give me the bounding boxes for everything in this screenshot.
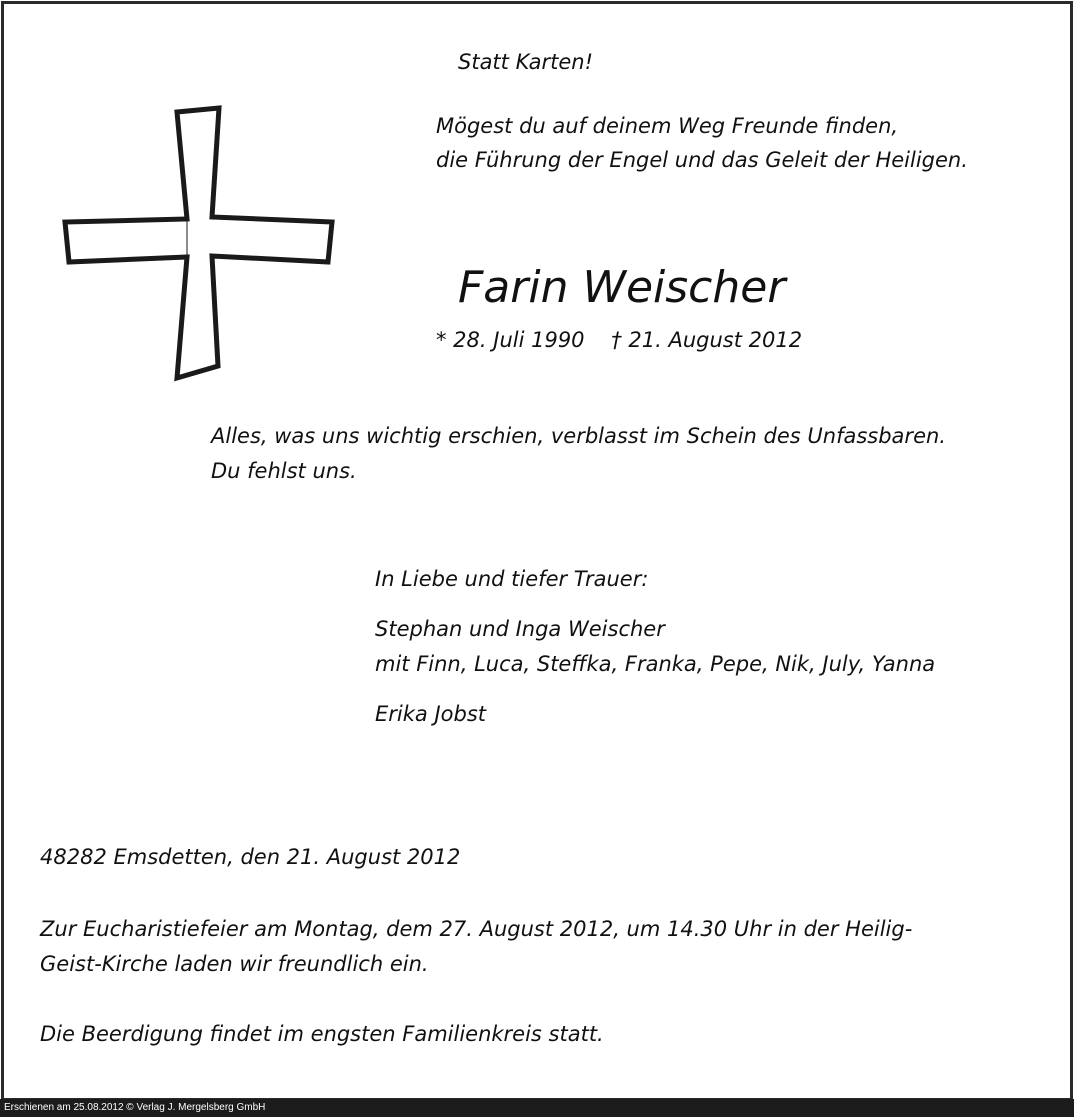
cross-icon (60, 104, 340, 384)
burial-note: Die Beerdigung findet im engsten Familienkreis statt. (40, 1022, 604, 1046)
deceased-name: Farin Weischer (458, 262, 786, 313)
verse-line-1: Mögest du auf deinem Weg Freunde finden, (436, 114, 899, 138)
family-1-line-2: mit Finn, Luca, Steffka, Franka, Pepe, Nik, July, Yanna (375, 652, 936, 676)
header-title: Statt Karten! (458, 50, 593, 74)
family-1-line-1: Stephan und Inga Weischer (375, 617, 665, 641)
message-line-1: Alles, was uns wichtig erschien, verblasst im Schein des Unfassbaren. (211, 424, 946, 448)
publication-footer: Erschienen am 25.08.2012 © Verlag J. Mergelsberg GmbH (0, 1099, 1074, 1117)
mourners-intro: In Liebe und tiefer Trauer: (375, 567, 649, 591)
family-2: Erika Jobst (375, 702, 486, 726)
verse-line-2: die Führung der Engel und das Geleit der Heiligen. (436, 148, 968, 172)
message-line-2: Du fehlst uns. (211, 459, 357, 483)
service-line-1: Zur Eucharistiefeier am Montag, dem 27. August 2012, um 14.30 Uhr in der Heilig- (40, 917, 913, 941)
life-dates: * 28. Juli 1990 † 21. August 2012 (436, 328, 803, 352)
place-date: 48282 Emsdetten, den 21. August 2012 (40, 845, 461, 869)
service-line-2: Geist-Kirche laden wir freundlich ein. (40, 952, 429, 976)
